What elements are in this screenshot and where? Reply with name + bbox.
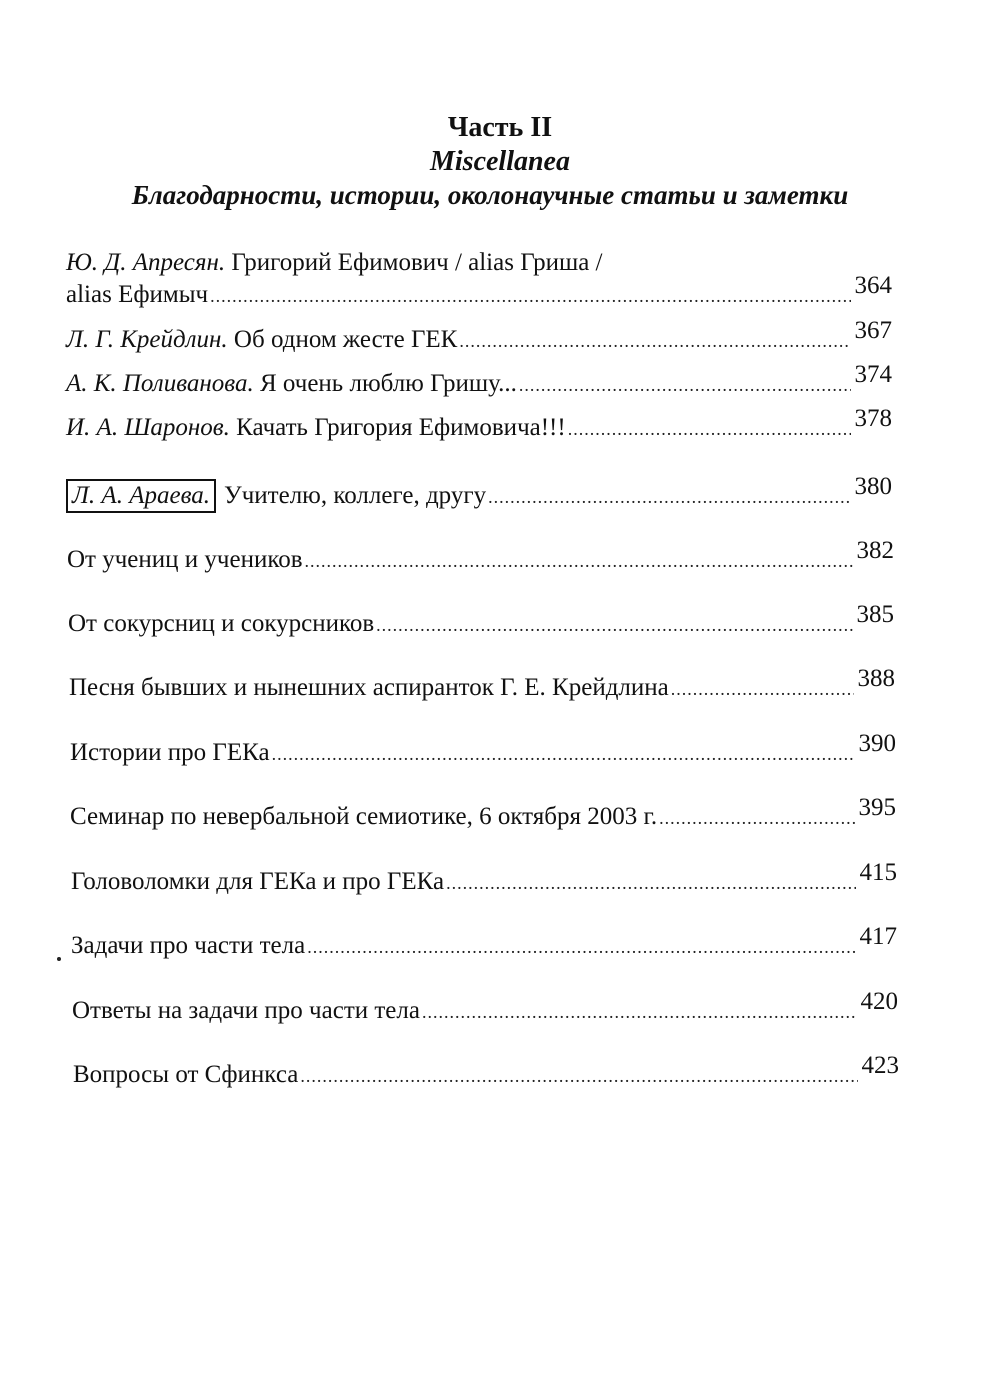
scan-speck bbox=[57, 957, 61, 961]
entry-title: Качать Григория Ефимовича!!! bbox=[236, 414, 566, 441]
entry-page-number: 423 bbox=[861, 1052, 899, 1079]
entry-author: Л. Г. Крейдлин. bbox=[66, 326, 228, 353]
entry-page-number: 417 bbox=[859, 923, 897, 950]
dot-leader bbox=[376, 610, 852, 640]
toc-entry[interactable] bbox=[66, 361, 892, 400]
part-title: Часть II bbox=[447, 112, 553, 143]
entry-author: Ю. Д. Апресян. bbox=[66, 249, 226, 276]
dot-leader bbox=[488, 482, 850, 512]
dot-leader bbox=[305, 546, 853, 576]
part-subtitle: Miscellanea bbox=[430, 146, 570, 177]
entry-page-number: 380 bbox=[854, 473, 892, 500]
dot-leader bbox=[568, 414, 851, 444]
entry-title: Задачи про части тела bbox=[71, 932, 306, 959]
entry-title: Песня бывших и нынешних аспиранток Г. Е. Крейдлина bbox=[69, 674, 669, 701]
toc-entry[interactable] bbox=[66, 473, 892, 513]
entry-title: Учителю, коллеге, другу bbox=[224, 482, 487, 509]
entry-page-number: 395 bbox=[858, 794, 896, 821]
entry-page-number: 364 bbox=[854, 272, 892, 299]
toc-entry-first-line bbox=[66, 248, 603, 278]
entry-page-number: 415 bbox=[859, 859, 897, 886]
toc-entry[interactable] bbox=[69, 665, 895, 704]
entry-title: Ответы на задачи про части тела bbox=[72, 997, 420, 1024]
entry-title: Об одном жесте ГЕК bbox=[233, 326, 458, 353]
toc-entry[interactable] bbox=[73, 1052, 899, 1091]
part-description: Благодарности, истории, околонаучные статьи и заметки bbox=[131, 180, 849, 210]
entry-title: Семинар по невербальной семиотике, 6 октября 2003 г. bbox=[70, 803, 658, 830]
toc-entry[interactable] bbox=[66, 405, 892, 444]
entry-title: От учениц и учеников bbox=[67, 546, 303, 573]
toc-entry[interactable] bbox=[68, 601, 894, 640]
entry-author: Л. А. Араева. bbox=[66, 479, 216, 513]
entry-page-number: 374 bbox=[854, 361, 892, 388]
toc-entry[interactable] bbox=[66, 272, 892, 311]
dot-leader bbox=[210, 281, 850, 311]
entry-page-number: 388 bbox=[857, 665, 895, 692]
dot-leader bbox=[671, 674, 854, 704]
toc-entry[interactable] bbox=[70, 730, 896, 769]
entry-title: Вопросы от Сфинкса bbox=[73, 1061, 299, 1088]
dot-leader bbox=[659, 803, 854, 833]
toc-entry[interactable] bbox=[72, 988, 898, 1027]
entry-title: alias Ефимыч bbox=[66, 281, 209, 308]
entry-page-number: 420 bbox=[860, 988, 898, 1015]
entry-title: От сокурсниц и сокурсников bbox=[68, 610, 375, 637]
dot-leader bbox=[272, 739, 855, 769]
entry-page-number: 390 bbox=[858, 730, 896, 757]
toc-entry[interactable] bbox=[67, 537, 894, 576]
toc-entry[interactable] bbox=[70, 794, 896, 833]
entry-author: И. А. Шаронов. bbox=[66, 414, 230, 441]
toc-entry[interactable] bbox=[66, 317, 892, 356]
dot-leader bbox=[446, 868, 855, 898]
dot-leader bbox=[519, 370, 851, 400]
dot-leader bbox=[300, 1061, 857, 1091]
dot-leader bbox=[422, 997, 857, 1027]
entry-page-number: 378 bbox=[854, 405, 892, 432]
toc-entry[interactable] bbox=[71, 923, 897, 962]
entry-page-number: 367 bbox=[854, 317, 892, 344]
entry-page-number: 382 bbox=[856, 537, 894, 564]
entry-title: Истории про ГЕКа bbox=[70, 739, 270, 766]
entry-page-number: 385 bbox=[856, 601, 894, 628]
entry-title: Я очень люблю Гришу... bbox=[259, 370, 517, 397]
dot-leader bbox=[307, 932, 855, 962]
dot-leader bbox=[459, 326, 850, 356]
entry-title-line1: Григорий Ефимович / alias Гриша / bbox=[231, 249, 603, 276]
entry-author: А. К. Поливанова. bbox=[66, 370, 254, 397]
toc-entry[interactable] bbox=[71, 859, 897, 898]
entry-title: Головоломки для ГЕКа и про ГЕКа bbox=[71, 868, 445, 895]
